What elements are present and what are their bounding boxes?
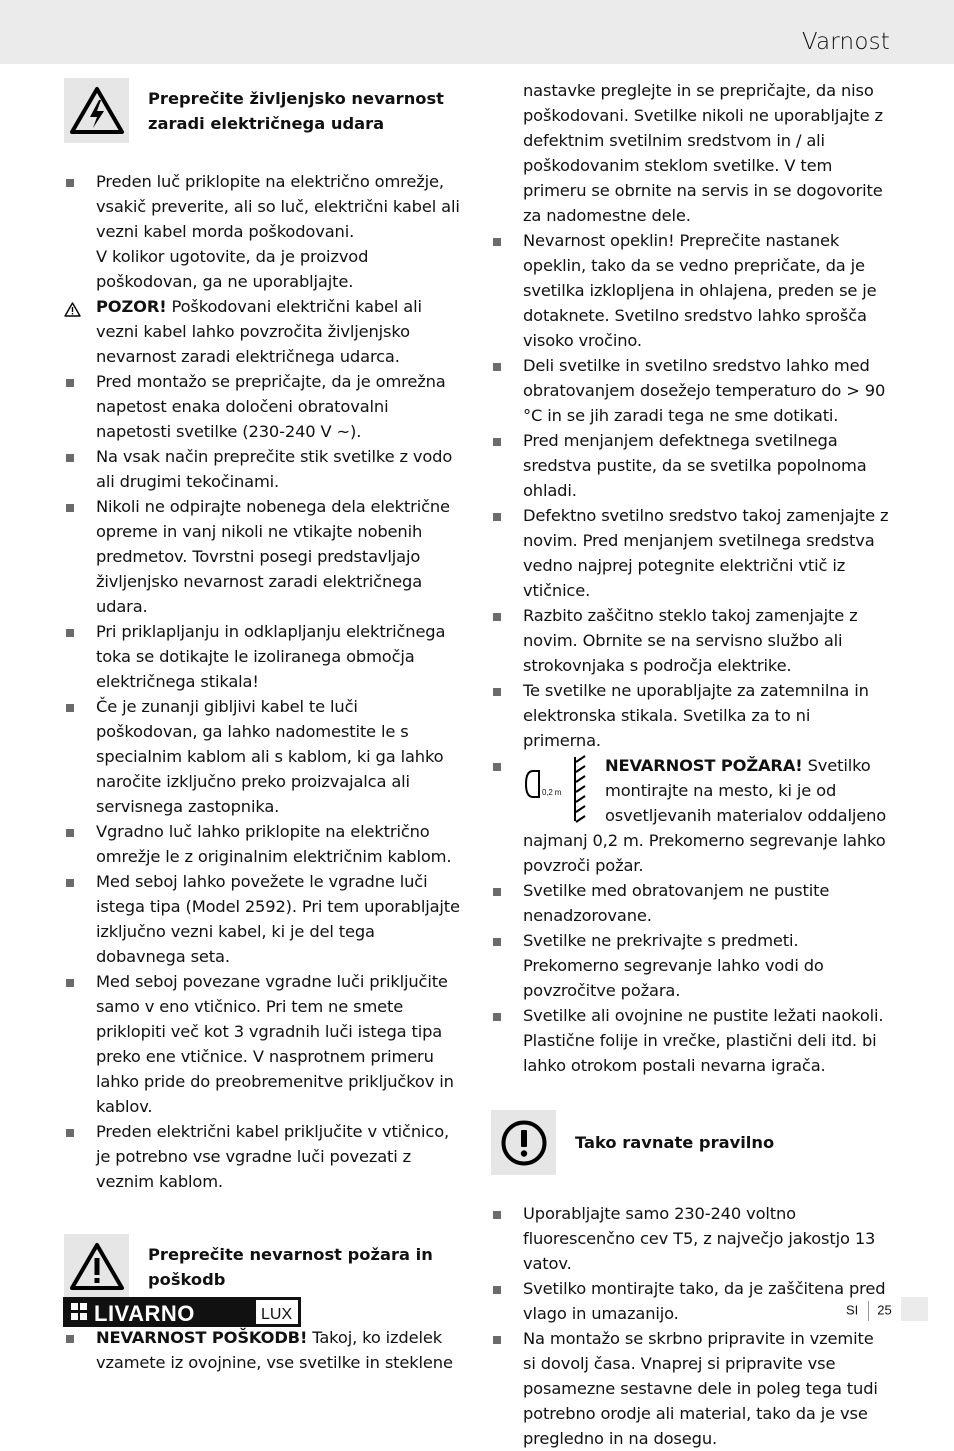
list-item: Defektno svetilno sredstvo takoj zamenjajte z novim. Pred menjanjem svetilnega sredstva vedno najprej potegnite električni vtič iz vtičnice. xyxy=(491,503,891,603)
bullet-icon xyxy=(493,363,501,371)
distance-label: 0,2 m xyxy=(542,788,562,797)
bullet-icon xyxy=(493,1013,501,1021)
bullet-icon xyxy=(66,504,74,512)
list-item: Pred menjanjem defektnega svetilnega sredstva pustite, da se svetilka popolnoma ohladi. xyxy=(491,428,891,503)
bullet-icon xyxy=(493,513,501,521)
list-item: Vgradno luč lahko priklopite na električno omrežje le z originalnim električnim kablom. xyxy=(64,819,464,869)
electric-warning-icon xyxy=(64,78,129,143)
list-item-continued: nastavke preglejte in se prepričajte, da niso poškodovani. Svetilke nikoli ne uporabljajte z defektnim svetilnim sredstvom in / ali poškodovanim steklom svetilke. V tem primeru se obrnite na servis in se dogovorite za nadomestne dele. xyxy=(523,81,883,225)
fire-hazard-item: 0,2 m NEVARNOST POŽARA! Svetilko montirajte na mesto, ki je od osvetljevanih materialov oddaljeno najmanj 0,2 m. Prekomerno segrevanje lahko povzroči požar. xyxy=(491,753,891,878)
list-item: Te svetilke ne uporabljajte za zatemnilna in elektronska stikala. Svetilka za to ni primerna. xyxy=(491,678,891,753)
list-item: Preden električni kabel priključite v vtičnico, je potrebno vse vgradne luči povezati z veznim kablom. xyxy=(64,1119,464,1194)
bullet-icon xyxy=(493,1336,501,1344)
bullet-icon xyxy=(66,704,74,712)
left-list-2 xyxy=(64,1325,464,1375)
list-item: Če je zunanji gibljivi kabel te luči poškodovan, ga lahko nadomestite le s specialnim kablom ali s kablom, ki ga lahko naročite izključno preko proizvajalca ali servisnega zastopnika. xyxy=(64,694,464,819)
language-code: SI xyxy=(846,1302,859,1318)
list-item: Deli svetilke in svetilno sredstvo lahko med obratovanjem dosežejo temperaturo do > 90 °C in se jih zaradi tega ne sme dotikati. xyxy=(491,353,891,428)
bullet-icon xyxy=(493,888,501,896)
electric-hazard-box xyxy=(64,78,464,143)
list-item: Pri priklapljanju in odklapljanju električnega toka se dotikajte le izoliranega območja električnega stikala! xyxy=(64,619,464,694)
list-item: Svetilke med obratovanjem ne pustite nenadzorovane. xyxy=(491,878,891,928)
page-title: Varnost xyxy=(801,29,890,55)
bullet-icon xyxy=(66,979,74,987)
list-item: Med seboj povezane vgradne luči priključite samo v eno vtičnico. Pri tem ne smete priklopiti več kot 3 vgradnih luči istega tipa preko ene vtičnice. V nasprotnem primeru lahko pride do preobremenitve priključkov in kablov. xyxy=(64,969,464,1119)
correct-use-box xyxy=(491,1110,891,1175)
page-number xyxy=(846,1301,892,1321)
bullet-icon xyxy=(493,438,501,446)
list-item: Uporabljajte samo 230-240 voltno fluorescenčno cev T5, z največjo jakostjo 13 vatov. xyxy=(491,1201,891,1276)
left-list-1 xyxy=(64,169,464,1194)
warning-icon xyxy=(64,299,81,324)
fire-hazard-box xyxy=(64,1234,464,1299)
bullet-icon xyxy=(493,688,501,696)
bullet-icon xyxy=(493,1286,501,1294)
bullet-icon xyxy=(493,938,501,946)
list-item: Nikoli ne odpirajte nobenega dela električne opreme in vanj nikoli ne vtikajte nobenih predmetov. Tovrstni posegi predstavljajo življenjsko nevarnost zaradi električnega udara. xyxy=(64,494,464,619)
list-item: Na montažo se skrbno pripravite in vzemite si dovolj časa. Vnaprej si pripravite vse posamezne sestavne dele in poleg tega tudi potrebno orodje ali material, tako da je vse pregledno in na dosegu. xyxy=(491,1326,891,1451)
bullet-icon xyxy=(493,1211,501,1219)
list-item: NEVARNOST POŠKODB! Takoj, ko izdelek vzamete iz ovojnine, vse svetilke in steklene xyxy=(64,1325,464,1375)
list-item: Nevarnost opeklin! Preprečite nastanek opeklin, tako da se vedno prepričate, da je svetilka izklopljena in ohlajena, preden se je dotaknete. Svetilno sredstvo lahko sprošča visoko vročino. xyxy=(491,228,891,353)
bullet-icon xyxy=(66,829,74,837)
footer-divider xyxy=(868,1301,869,1321)
distance-symbol-icon xyxy=(523,756,591,822)
list-item: Preden luč priklopite na električno omrežje, vsakič preverite, ali so luč, električni kabel ali vezni kabel morda poškodovani. V kolikor ugotovite, da je proizvod poškodovan, ga ne uporabljajte. xyxy=(64,169,464,294)
bullet-icon xyxy=(493,613,501,621)
electric-hazard-title: Preprečite življenjsko nevarnost zaradi električnega udara xyxy=(148,88,444,133)
bullet-icon xyxy=(66,179,74,187)
list-item: Svetilko montirajte tako, da je zaščitena pred vlago in umazanijo. xyxy=(491,1276,891,1326)
list-item: Pred montažo se prepričajte, da je omrežna napetost enaka določeni obratovalni napetosti svetilke (230-240 V ~). xyxy=(64,369,464,444)
exclamation-icon xyxy=(491,1110,556,1175)
bullet-icon xyxy=(66,629,74,637)
correct-use-title: Tako ravnate pravilno xyxy=(575,1133,775,1152)
page-number-value: 25 xyxy=(877,1302,892,1318)
bullet-icon xyxy=(493,238,501,246)
right-column xyxy=(491,78,891,1451)
list-item: Svetilke ali ovojnine ne pustite ležati naokoli. Plastične folije in vrečke, plastični deli itd. bi lahko otrokom postali nevarna igrača. xyxy=(491,1003,891,1078)
general-warning-icon xyxy=(64,1234,129,1299)
list-item: Na vsak način preprečite stik svetilke z vodo ali drugimi tekočinami. xyxy=(64,444,464,494)
warning-item: POZOR! Poškodovani električni kabel ali vezni kabel lahko povzročita življenjsko nevarnost zaradi električnega udarca. xyxy=(64,294,464,369)
brand-sub-text: LUX xyxy=(261,1306,293,1323)
footer-tab xyxy=(901,1297,928,1321)
fire-hazard-title: Preprečite nevarnost požara in poškodb xyxy=(148,1244,433,1289)
bullet-icon xyxy=(493,763,501,771)
list-item: Svetilke ne prekrivajte s predmeti. Prekomerno segrevanje lahko vodi do povzročitve požara. xyxy=(491,928,891,1003)
brand-main-text: LIVARNO xyxy=(94,1301,195,1326)
right-list-1 xyxy=(491,78,891,1078)
bullet-icon xyxy=(66,1129,74,1137)
bullet-icon xyxy=(66,879,74,887)
right-list-2 xyxy=(491,1201,891,1451)
list-item: Med seboj lahko povežete le vgradne luči istega tipa (Model 2592). Pri tem uporabljajte izključno vezni kabel, ki je del tega dobavnega seta. xyxy=(64,869,464,969)
brand-logo xyxy=(63,1297,301,1331)
bullet-icon xyxy=(66,1335,74,1343)
left-column xyxy=(64,78,464,1375)
list-item: Razbito zaščitno steklo takoj zamenjajte z novim. Obrnite se na servisno službo ali strokovnjaka s področja elektrike. xyxy=(491,603,891,678)
bullet-icon xyxy=(66,454,74,462)
bullet-icon xyxy=(66,379,74,387)
